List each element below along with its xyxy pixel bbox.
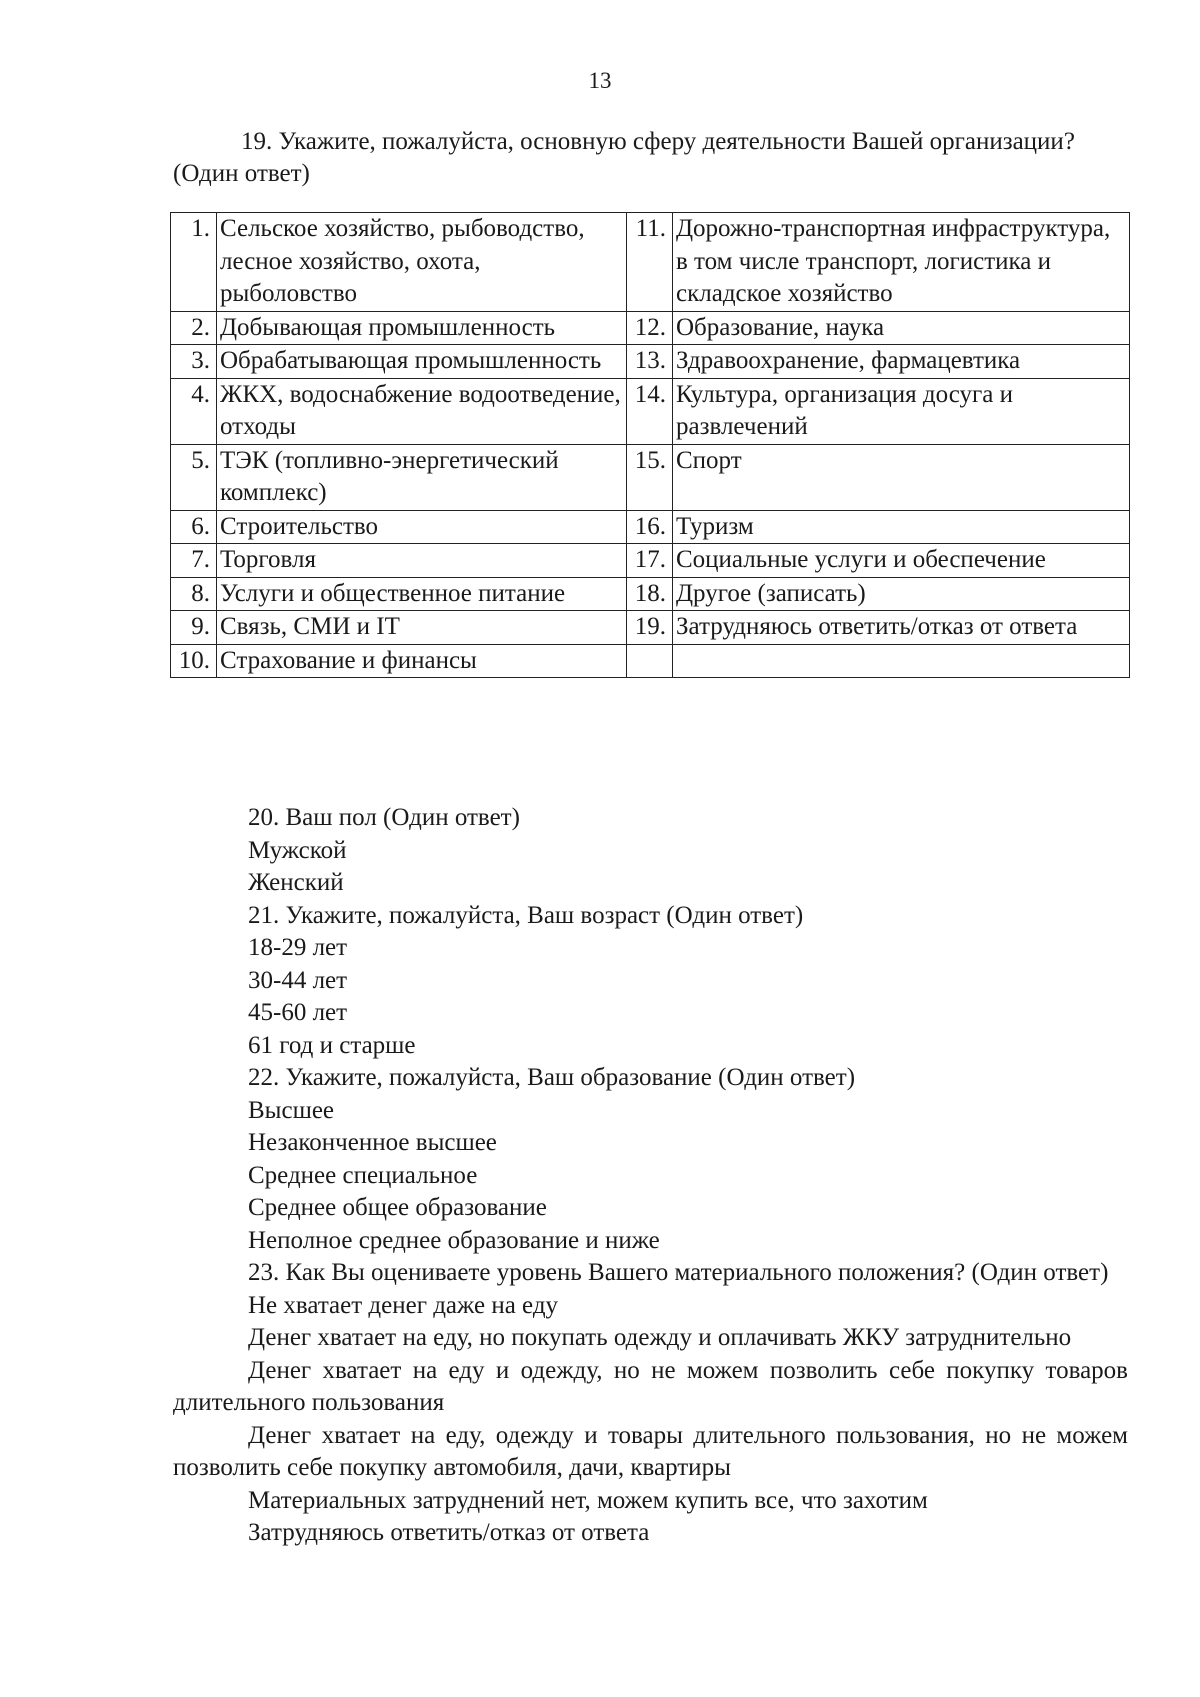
table-row xyxy=(171,510,1130,544)
option-number: 4. xyxy=(171,378,217,444)
table-row xyxy=(171,345,1130,379)
option-number: 19. xyxy=(627,611,673,645)
table-row xyxy=(171,577,1130,611)
table-row xyxy=(171,311,1130,345)
option-label: Связь, СМИ и IT xyxy=(217,611,627,645)
option-label: Страхование и финансы xyxy=(217,644,627,678)
option-number: 1. xyxy=(171,213,217,312)
question-20-text: 20. Ваш пол (Один ответ) xyxy=(248,804,520,831)
option-label: Социальные услуги и обеспечение xyxy=(673,544,1130,578)
option-number: 8. xyxy=(171,577,217,611)
option-label: Добывающая промышленность xyxy=(217,311,627,345)
questions-20-23 xyxy=(173,802,1128,1550)
list-item: Среднее общее образование xyxy=(248,1194,547,1221)
list-item: Затрудняюсь ответить/отказ от ответа xyxy=(248,1519,650,1546)
table-row xyxy=(171,213,1130,312)
list-item: Незаконченное высшее xyxy=(248,1129,497,1156)
list-item: Не хватает денег даже на еду xyxy=(248,1291,559,1319)
option-label: Сельское хозяйство, рыбоводство, лесное хозяйство, охота, рыболовство xyxy=(217,213,627,312)
list-item: 18-29 лет xyxy=(248,934,348,961)
option-number: 12. xyxy=(627,311,673,345)
table-row xyxy=(171,611,1130,645)
table-row xyxy=(171,378,1130,444)
option-number: 9. xyxy=(171,611,217,645)
list-item: Мужской xyxy=(248,836,347,864)
option-number: 10. xyxy=(171,644,217,678)
table-row xyxy=(171,544,1130,578)
option-label: Услуги и общественное питание xyxy=(217,577,627,611)
activity-sphere-table xyxy=(170,212,1130,678)
option-number: 2. xyxy=(171,311,217,345)
option-label: ЖКХ, водоснабжение водоотведение, отходы xyxy=(217,378,627,444)
option-label: Здравоохранение, фармацевтика xyxy=(673,345,1130,379)
option-number: 14. xyxy=(627,378,673,444)
option-label: Строительство xyxy=(217,510,627,544)
option-number: 13. xyxy=(627,345,673,379)
option-label: Спорт xyxy=(673,444,1130,510)
option-label: Дорожно-транспортная инфраструктура, в том числе транспорт, логистика и складское хозяйство xyxy=(673,213,1130,312)
list-item: 45-60 лет xyxy=(248,999,348,1026)
option-label: ТЭК (топливно-энергетический комплекс) xyxy=(217,444,627,510)
list-item: Высшее xyxy=(248,1096,335,1124)
list-item: 30-44 лет xyxy=(248,966,348,994)
option-label: Торговля xyxy=(217,544,627,578)
option-label: Другое (записать) xyxy=(673,577,1130,611)
question-23-text: 23. Как Вы оцениваете уровень Вашего материального положения? (Один ответ) xyxy=(248,1259,1109,1286)
option-number: 17. xyxy=(627,544,673,578)
option-number: 16. xyxy=(627,510,673,544)
question-19-text: 19. Укажите, пожалуйста, основную сферу деятельности Вашей организации? (Один ответ) xyxy=(173,128,1075,187)
list-item: Среднее специальное xyxy=(248,1161,478,1189)
option-label: Туризм xyxy=(673,510,1130,544)
list-item: Материальных затруднений нет, можем купить все, что захотим xyxy=(248,1486,928,1514)
list-item: Неполное среднее образование и ниже xyxy=(248,1226,660,1254)
option-number: 15. xyxy=(627,444,673,510)
option-label: Затрудняюсь ответить/отказ от ответа xyxy=(673,611,1130,645)
option-label: Культура, организация досуга и развлечений xyxy=(673,378,1130,444)
option-number: 6. xyxy=(171,510,217,544)
table-row xyxy=(171,444,1130,510)
table-row xyxy=(171,644,1130,678)
list-item: 61 год и старше xyxy=(248,1031,416,1059)
option-number xyxy=(627,644,673,678)
list-item: Денег хватает на еду и одежду, но не можем позволить себе покупку товаров длительного пользования xyxy=(173,1356,1128,1416)
option-number: 18. xyxy=(627,577,673,611)
option-label xyxy=(673,644,1130,678)
option-label: Обрабатывающая промышленность xyxy=(217,345,627,379)
option-number: 7. xyxy=(171,544,217,578)
question-22-text: 22. Укажите, пожалуйста, Ваш образование (Один ответ) xyxy=(248,1064,856,1091)
option-number: 3. xyxy=(171,345,217,379)
option-number: 11. xyxy=(627,213,673,312)
list-item: Денег хватает на еду, одежду и товары длительного пользования, но не можем позволить себе покупку автомобиля, дачи, квартиры xyxy=(173,1421,1128,1481)
option-label: Образование, наука xyxy=(673,311,1130,345)
list-item: Женский xyxy=(248,869,344,896)
option-number: 5. xyxy=(171,444,217,510)
question-19 xyxy=(173,126,1128,190)
list-item: Денег хватает на еду, но покупать одежду и оплачивать ЖКУ затруднительно xyxy=(248,1324,1072,1351)
page-number: 13 xyxy=(588,68,612,93)
question-21-text: 21. Укажите, пожалуйста, Ваш возраст (Один ответ) xyxy=(248,901,804,929)
